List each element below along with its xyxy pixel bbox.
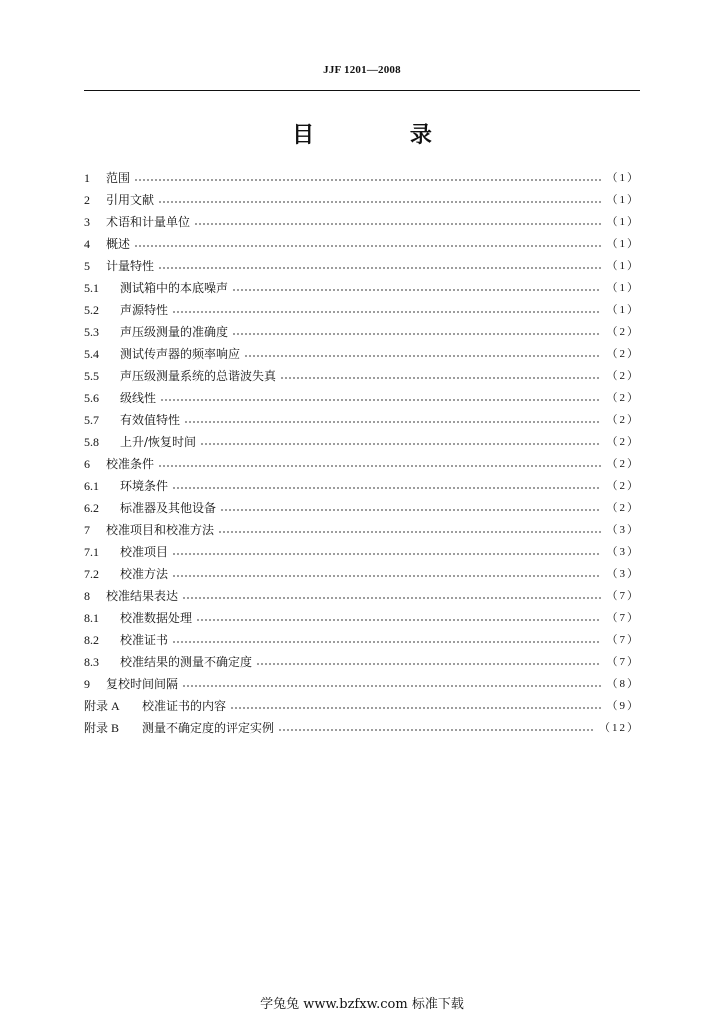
toc-entry-page: （9） bbox=[606, 700, 640, 712]
toc-leader-dots bbox=[278, 729, 593, 731]
toc-leader-dots bbox=[182, 685, 600, 687]
toc-entry bbox=[84, 629, 640, 651]
toc-leader-dots bbox=[158, 267, 600, 269]
toc-entry bbox=[84, 365, 640, 387]
toc-entry-page: （1） bbox=[606, 194, 640, 206]
footer-watermark: 学兔兔 www.bzfxw.com 标准下载 bbox=[260, 997, 464, 1012]
toc-entry-page: （7） bbox=[606, 634, 640, 646]
toc-entry-title: 计量特性 bbox=[106, 259, 155, 273]
toc-entry bbox=[84, 475, 640, 497]
toc-entry-number: 6 bbox=[84, 457, 90, 471]
toc-entry-number: 5 bbox=[84, 259, 90, 273]
toc-entry-number: 2 bbox=[84, 193, 90, 207]
toc-entry-page: （1） bbox=[606, 304, 640, 316]
toc-entry-page: （2） bbox=[606, 414, 640, 426]
toc-entry-page: （12） bbox=[599, 722, 640, 734]
toc-entry-number: 4 bbox=[84, 237, 90, 251]
toc-entry-title: 标准器及其他设备 bbox=[120, 501, 217, 515]
toc-leader-dots bbox=[196, 619, 600, 621]
toc-entry-page: （2） bbox=[606, 326, 640, 338]
toc-entry-page: （2） bbox=[606, 502, 640, 514]
page-title: 目 录 bbox=[292, 123, 476, 148]
toc-leader-dots bbox=[134, 179, 600, 181]
toc-leader-dots bbox=[244, 355, 600, 357]
toc-entry bbox=[84, 343, 640, 365]
toc-entry-page: （2） bbox=[606, 370, 640, 382]
toc-entry-number: 附录 A bbox=[84, 699, 120, 713]
toc-entry-number: 1 bbox=[84, 171, 90, 185]
toc-leader-dots bbox=[172, 575, 600, 577]
toc-entry-page: （3） bbox=[606, 546, 640, 558]
toc-entry-title: 有效值特性 bbox=[120, 413, 181, 427]
toc-entry-title: 校准项目 bbox=[120, 545, 169, 559]
toc-entry-title: 校准证书 bbox=[120, 633, 169, 647]
toc-entry-title: 校准数据处理 bbox=[120, 611, 193, 625]
toc-entry-title: 级线性 bbox=[120, 391, 157, 405]
toc-entry-page: （7） bbox=[606, 612, 640, 624]
toc-entry-title: 复校时间间隔 bbox=[106, 677, 179, 691]
toc-leader-dots bbox=[172, 553, 600, 555]
toc-leader-dots bbox=[134, 245, 600, 247]
toc-entry bbox=[84, 563, 640, 585]
toc-leader-dots bbox=[172, 641, 600, 643]
toc-leader-dots bbox=[218, 531, 600, 533]
toc-entry-title: 测量不确定度的评定实例 bbox=[142, 721, 275, 735]
toc-entry-title: 范围 bbox=[106, 171, 131, 185]
toc-entry bbox=[84, 651, 640, 673]
toc-entry-title: 校准方法 bbox=[120, 567, 169, 581]
toc-entry-number: 5.5 bbox=[84, 369, 99, 383]
toc-entry-title: 引用文献 bbox=[106, 193, 155, 207]
toc-entry-number: 5.2 bbox=[84, 303, 99, 317]
toc-entry-title: 校准证书的内容 bbox=[142, 699, 227, 713]
toc-entry-title: 测试传声器的频率响应 bbox=[120, 347, 241, 361]
toc-entry bbox=[84, 717, 640, 739]
toc-leader-dots bbox=[194, 223, 600, 225]
toc-leader-dots bbox=[184, 421, 600, 423]
toc-entry-title: 概述 bbox=[106, 237, 131, 251]
toc-entry-page: （2） bbox=[606, 348, 640, 360]
toc-leader-dots bbox=[280, 377, 600, 379]
toc-entry-number: 6.2 bbox=[84, 501, 99, 515]
toc-entry bbox=[84, 541, 640, 563]
toc-entry-number: 7.1 bbox=[84, 545, 99, 559]
header-rule bbox=[84, 90, 640, 91]
toc-entry bbox=[84, 409, 640, 431]
toc-entry-number: 5.3 bbox=[84, 325, 99, 339]
toc-entry-title: 校准项目和校准方法 bbox=[106, 523, 215, 537]
toc-leader-dots bbox=[230, 707, 600, 709]
toc-leader-dots bbox=[158, 465, 600, 467]
toc-entry-number: 8.2 bbox=[84, 633, 99, 647]
toc-leader-dots bbox=[200, 443, 600, 445]
toc-entry bbox=[84, 321, 640, 343]
toc-entry-page: （2） bbox=[606, 458, 640, 470]
toc-entry-title: 测试箱中的本底噪声 bbox=[120, 281, 229, 295]
toc-entry-number: 5.7 bbox=[84, 413, 99, 427]
toc-entry-number: 8.1 bbox=[84, 611, 99, 625]
toc-leader-dots bbox=[182, 597, 600, 599]
toc-entry-page: （3） bbox=[606, 524, 640, 536]
toc-entry-page: （1） bbox=[606, 216, 640, 228]
toc-entry bbox=[84, 387, 640, 409]
toc-entry-title: 校准结果表达 bbox=[106, 589, 179, 603]
toc-entry-page: （1） bbox=[606, 238, 640, 250]
toc-entry-number: 6.1 bbox=[84, 479, 99, 493]
document-code-header: JJF 1201—2008 bbox=[323, 64, 401, 76]
toc-entry-page: （2） bbox=[606, 436, 640, 448]
toc-entry-page: （2） bbox=[606, 480, 640, 492]
toc-leader-dots bbox=[160, 399, 600, 401]
toc-leader-dots bbox=[172, 311, 600, 313]
toc-entry-title: 声源特性 bbox=[120, 303, 169, 317]
toc-entry bbox=[84, 167, 640, 189]
toc-entry-number: 5.8 bbox=[84, 435, 99, 449]
toc-entry-title: 声压级测量的准确度 bbox=[120, 325, 229, 339]
toc-entry-number: 3 bbox=[84, 215, 90, 229]
toc-entry-number: 5.1 bbox=[84, 281, 99, 295]
toc-entry-number: 附录 B bbox=[84, 721, 120, 735]
toc-leader-dots bbox=[232, 289, 600, 291]
toc-entry-number: 9 bbox=[84, 677, 90, 691]
table-of-contents bbox=[84, 167, 640, 739]
toc-entry-number: 7 bbox=[84, 523, 90, 537]
toc-leader-dots bbox=[256, 663, 600, 665]
toc-entry-number: 5.6 bbox=[84, 391, 99, 405]
toc-entry-page: （1） bbox=[606, 172, 640, 184]
toc-entry bbox=[84, 519, 640, 541]
toc-entry-page: （1） bbox=[606, 282, 640, 294]
toc-entry bbox=[84, 299, 640, 321]
toc-leader-dots bbox=[220, 509, 600, 511]
toc-entry bbox=[84, 673, 640, 695]
toc-entry bbox=[84, 695, 640, 717]
toc-entry-title: 声压级测量系统的总谐波失真 bbox=[120, 369, 277, 383]
toc-entry bbox=[84, 453, 640, 475]
toc-entry-page: （7） bbox=[606, 590, 640, 602]
toc-entry bbox=[84, 585, 640, 607]
toc-entry bbox=[84, 255, 640, 277]
toc-entry-title: 术语和计量单位 bbox=[106, 215, 191, 229]
toc-entry-page: （1） bbox=[606, 260, 640, 272]
toc-entry-page: （7） bbox=[606, 656, 640, 668]
toc-entry bbox=[84, 233, 640, 255]
toc-entry-number: 8 bbox=[84, 589, 90, 603]
toc-entry-number: 8.3 bbox=[84, 655, 99, 669]
toc-entry-title: 环境条件 bbox=[120, 479, 169, 493]
toc-leader-dots bbox=[232, 333, 600, 335]
toc-entry-number: 7.2 bbox=[84, 567, 99, 581]
toc-leader-dots bbox=[172, 487, 600, 489]
toc-entry bbox=[84, 497, 640, 519]
toc-entry-number: 5.4 bbox=[84, 347, 99, 361]
toc-entry bbox=[84, 211, 640, 233]
toc-entry-title: 校准结果的测量不确定度 bbox=[120, 655, 253, 669]
toc-entry-title: 上升/恢复时间 bbox=[120, 435, 197, 449]
toc-entry-page: （8） bbox=[606, 678, 640, 690]
toc-entry bbox=[84, 277, 640, 299]
toc-entry-title: 校准条件 bbox=[106, 457, 155, 471]
toc-entry bbox=[84, 431, 640, 453]
toc-entry bbox=[84, 189, 640, 211]
toc-entry-page: （3） bbox=[606, 568, 640, 580]
toc-entry bbox=[84, 607, 640, 629]
toc-leader-dots bbox=[158, 201, 600, 203]
toc-entry-page: （2） bbox=[606, 392, 640, 404]
